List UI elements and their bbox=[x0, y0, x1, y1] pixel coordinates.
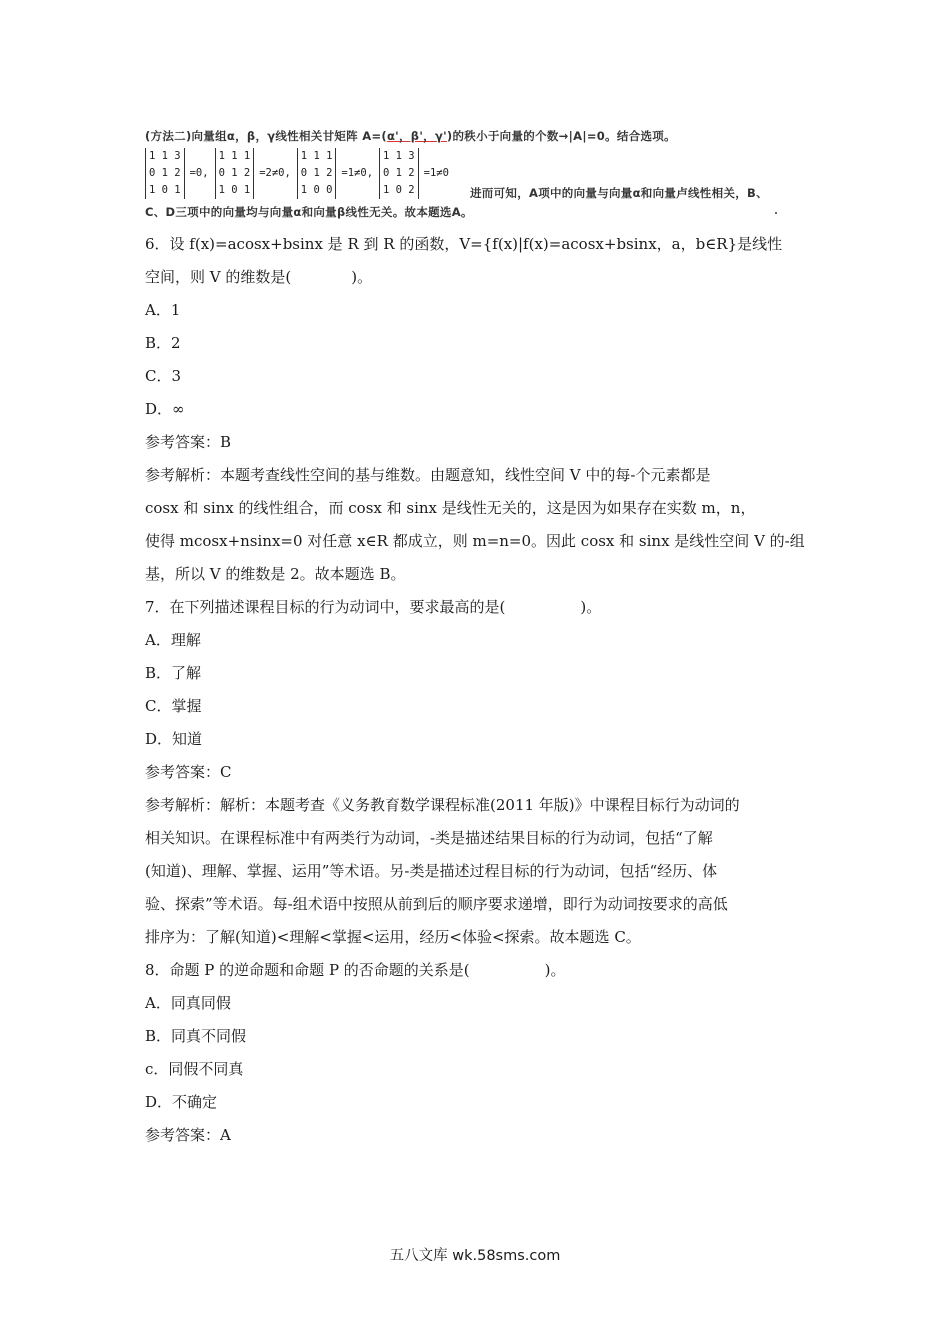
method-two-conclusion: C、D三项中的向量均与向量α和向量β线性无关。故本题选A。 bbox=[145, 205, 473, 219]
det-a-row2: 0 1 2 bbox=[149, 166, 181, 179]
method-two-vectors: α'，β'，γ' bbox=[386, 129, 447, 143]
q6-option-b: B．2 bbox=[145, 334, 181, 352]
det-d-row2: 0 1 2 bbox=[383, 166, 415, 179]
det-c-value: =1≠0, bbox=[341, 167, 374, 179]
q8-option-b: B．同真不同假 bbox=[145, 1027, 247, 1045]
q6-stem-line2: 空间，则 V 的维数是( )。 bbox=[145, 268, 373, 286]
q7-option-b: B．了解 bbox=[145, 664, 202, 682]
det-a-row1: 1 1 3 bbox=[149, 149, 181, 162]
q6-answer: 参考答案：B bbox=[145, 433, 232, 451]
q7-option-c: C．掌握 bbox=[145, 697, 202, 715]
q6-stem-line1: 6．设 f(x)=acosx+bsinx 是 R 到 R 的函数，V={f(x)|f(x)=acosx+bsinx，a，b∈R}是线性 bbox=[145, 235, 783, 253]
q6-option-d: D．∞ bbox=[145, 400, 185, 418]
q7-answer: 参考答案：C bbox=[145, 763, 232, 781]
determinant-row bbox=[145, 146, 455, 200]
det-c-row2: 0 1 2 bbox=[300, 166, 333, 179]
q8-option-d: D．不确定 bbox=[145, 1093, 218, 1111]
q8-stem: 8．命题 P 的逆命题和命题 P 的否命题的关系是( )。 bbox=[145, 961, 566, 979]
det-a-value: =0, bbox=[189, 167, 209, 179]
det-a-row3: 1 0 1 bbox=[149, 183, 181, 196]
det-b-row2: 0 1 2 bbox=[218, 166, 251, 179]
q8-option-c: c．同假不同真 bbox=[145, 1060, 244, 1078]
det-d-value: =1≠0 bbox=[423, 167, 449, 179]
q7-analysis-line1: 参考解析：解析：本题考查《义务教育数学课程标准(2011 年版)》中课程目标行为动词的 bbox=[145, 796, 740, 814]
method-two-pre: (方法二)向量组α，β，γ线性相关甘矩阵 A=( bbox=[145, 129, 387, 143]
question-list bbox=[145, 228, 810, 1152]
q6-option-a: A．1 bbox=[145, 301, 181, 319]
det-b-value: =2≠0, bbox=[259, 167, 291, 179]
q7-analysis-line4: 验、探索”等术语。每-组术语中按照从前到后的顺序要求递增，即行为动词按要求的高低 bbox=[145, 895, 728, 913]
det-b-row3: 1 0 1 bbox=[218, 183, 251, 196]
q6-analysis-line3: 使得 mcosx+nsinx=0 对任意 x∈R 都成立，则 m=n=0。因此 cosx 和 sinx 是线性空间 V 的-组 bbox=[145, 532, 805, 550]
determinant-a bbox=[145, 148, 185, 199]
q6-analysis-line4: 基，所以 V 的维数是 2。故本题选 B。 bbox=[145, 565, 406, 583]
q6-option-c: C．3 bbox=[145, 367, 182, 385]
page-footer: 五八文库 wk.58sms.com bbox=[389, 1248, 561, 1264]
q6-analysis-line2: cosx 和 sinx 的线性组合，而 cosx 和 sinx 是线性无关的，这是因为如果存在实数 m，n， bbox=[145, 499, 756, 517]
determinant-d bbox=[379, 148, 419, 199]
method-two-line bbox=[145, 128, 676, 144]
determinant-c bbox=[297, 148, 337, 199]
method-two-note: 进而可知，A项中的向量与向量α和向量卢线性相关，B、 bbox=[470, 186, 768, 200]
q7-stem: 7．在下列描述课程目标的行为动词中，要求最高的是( )。 bbox=[145, 598, 602, 616]
q7-option-a: A．理解 bbox=[145, 631, 201, 649]
det-c-row1: 1 1 1 bbox=[300, 149, 333, 162]
q7-analysis-line5: 排序为：了解(知道)<理解<掌握<运用，经历<体验<探索。故本题选 C。 bbox=[145, 928, 641, 946]
q7-analysis-line2: 相关知识。在课程标准中有两类行为动词，-类是描述结果目标的行为动词，包括“了解 bbox=[145, 829, 713, 847]
method-two-post: )的秩小于向量的个数→|A|=0。结合选项。 bbox=[446, 129, 676, 143]
q8-option-a: A．同真同假 bbox=[145, 994, 231, 1012]
embedded-solution-image bbox=[145, 124, 805, 220]
det-c-row3: 1 0 0 bbox=[300, 183, 333, 196]
q6-analysis-line1: 参考解析：本题考查线性空间的基与维数。由题意知，线性空间 V 中的每-个元素都是 bbox=[145, 466, 711, 484]
stray-dot bbox=[775, 212, 777, 214]
determinant-b bbox=[215, 148, 255, 199]
q8-answer: 参考答案：A bbox=[145, 1126, 231, 1144]
det-d-row1: 1 1 3 bbox=[383, 149, 415, 162]
q7-option-d: D．知道 bbox=[145, 730, 203, 748]
det-b-row1: 1 1 1 bbox=[218, 149, 251, 162]
det-d-row3: 1 0 2 bbox=[383, 183, 415, 196]
q7-analysis-line3: (知道)、理解、掌握、运用”等术语。另-类是描述过程目标的行为动词，包括“经历、体 bbox=[145, 862, 718, 880]
